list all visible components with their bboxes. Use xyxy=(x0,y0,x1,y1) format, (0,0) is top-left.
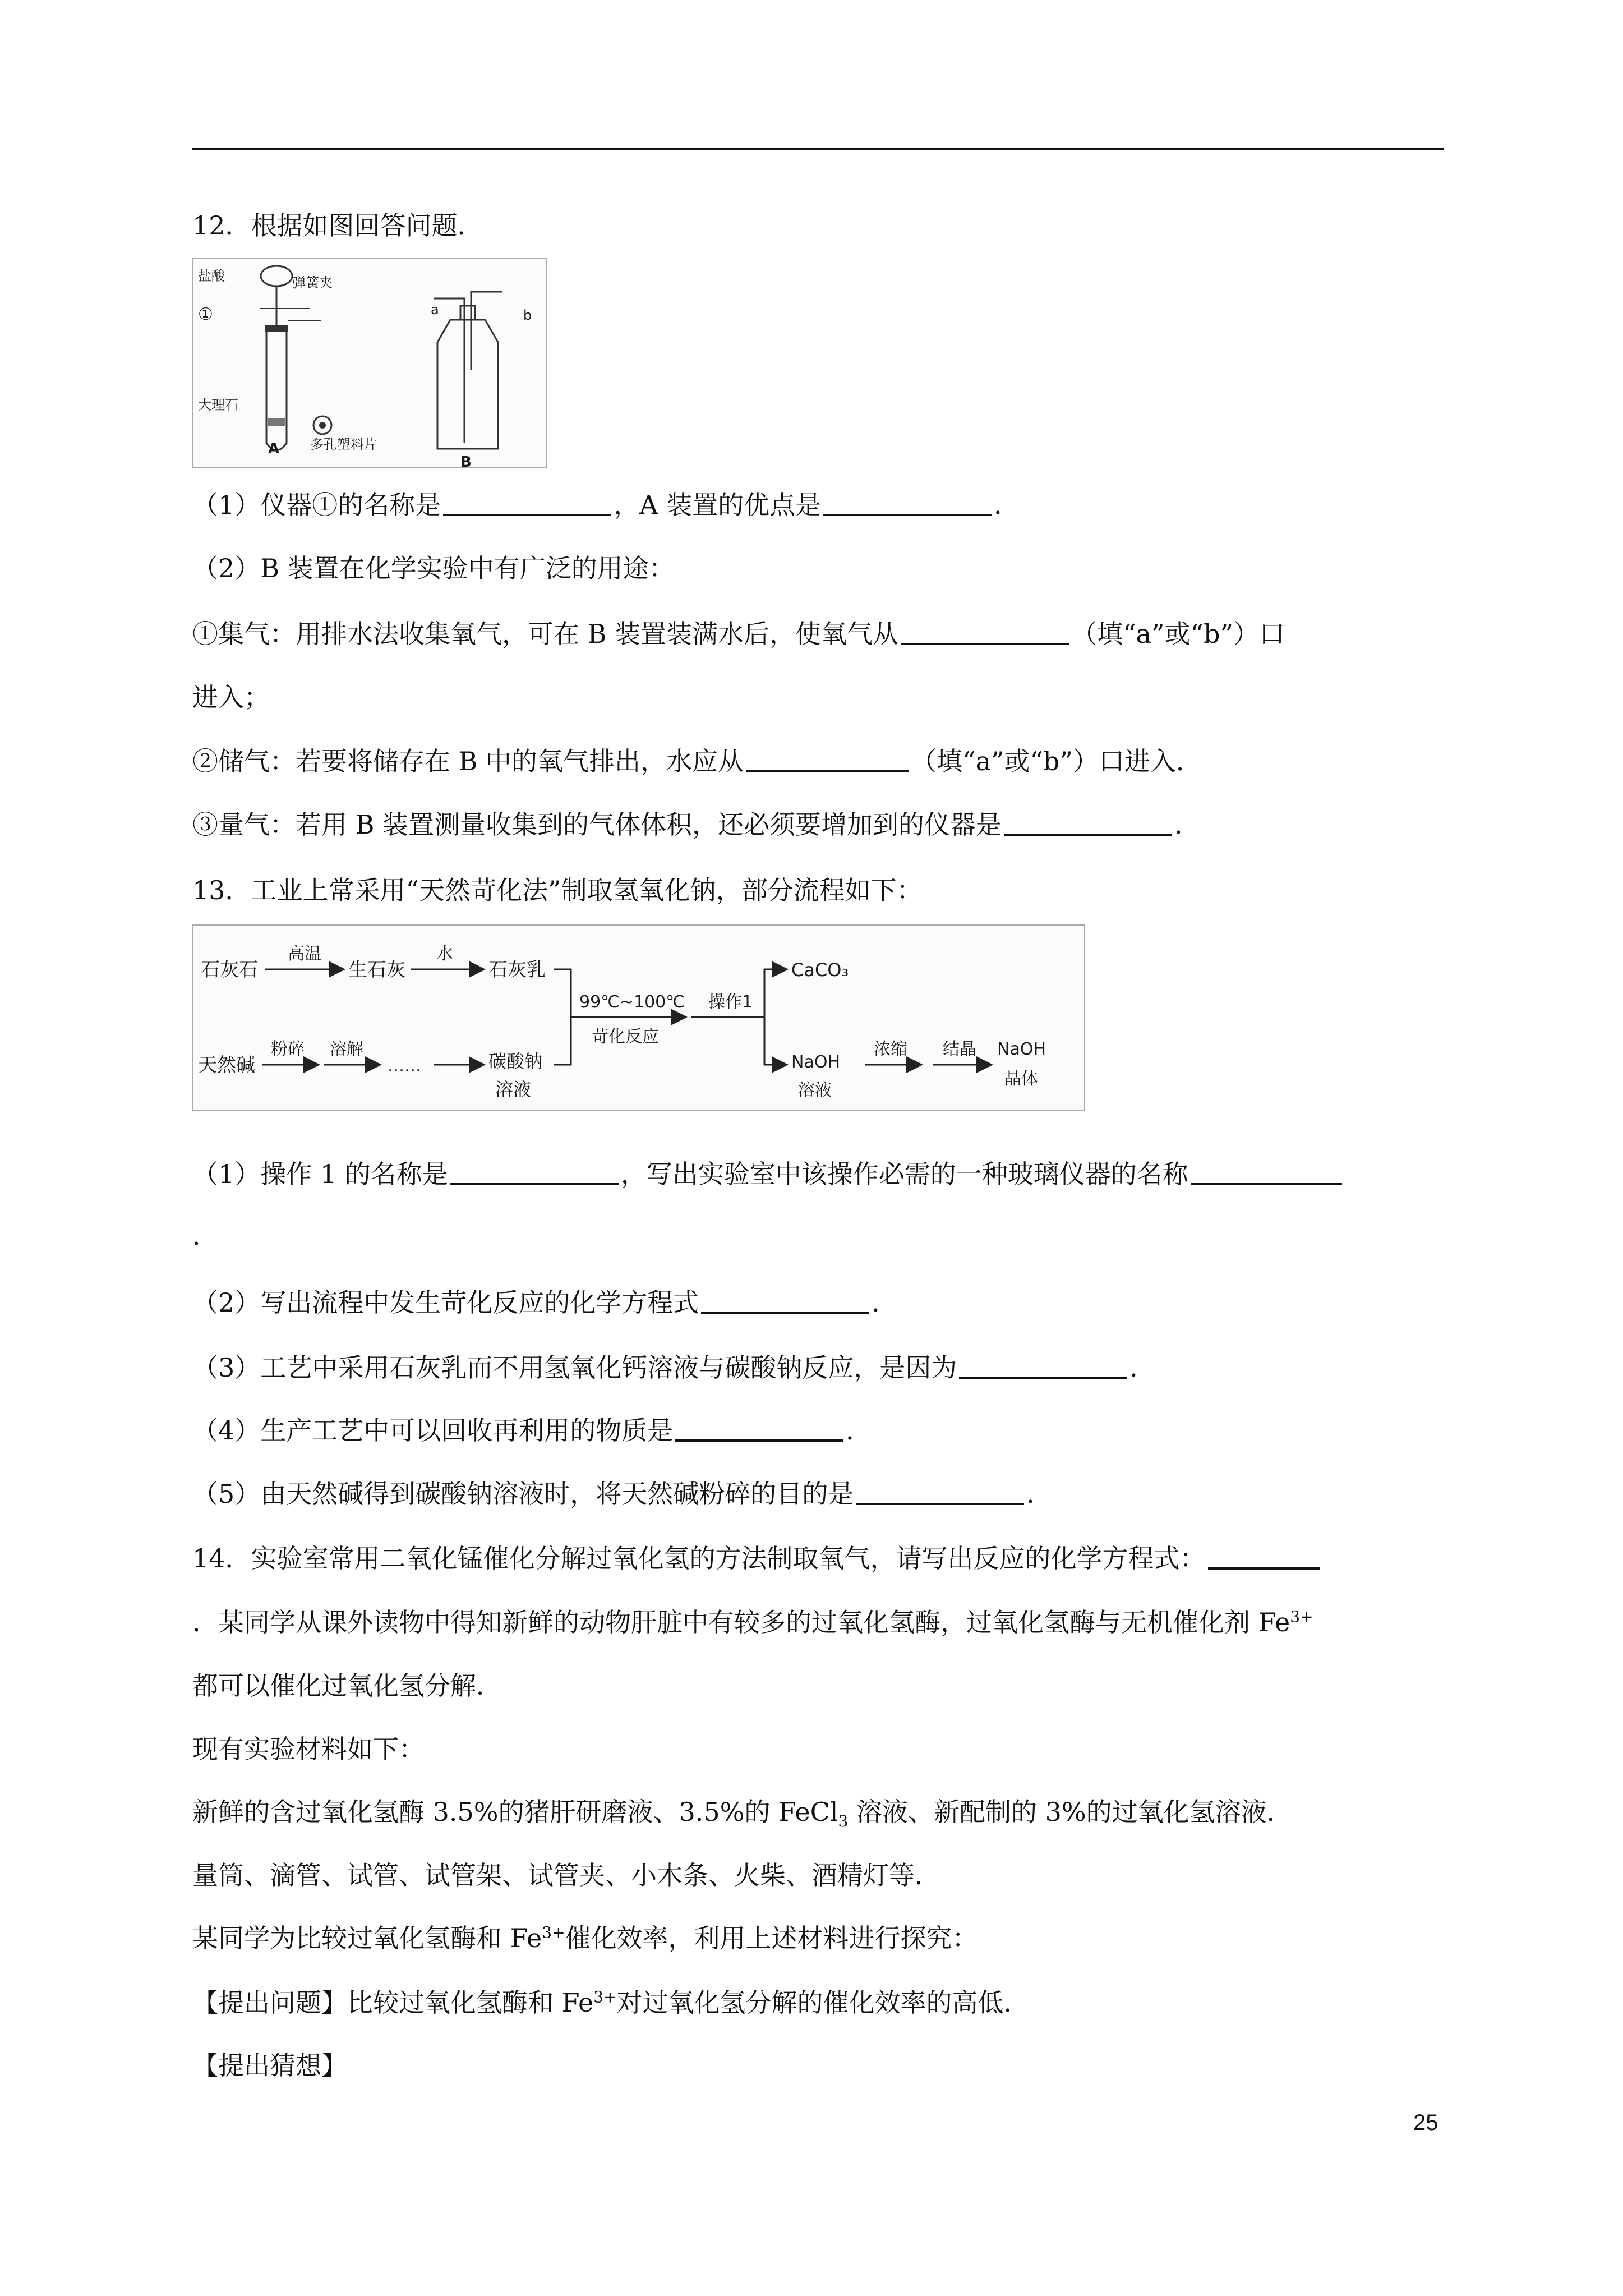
q13-part1: （1）操作 1 的名称是 ，写出实验室中该操作必需的一种玻璃仪器的名称 xyxy=(192,1157,1344,1191)
answer-blank[interactable] xyxy=(823,488,992,516)
label-circle-1: ① xyxy=(198,305,213,324)
flow-caco3: CaCO₃ xyxy=(791,959,849,981)
q12-part2: （2）B 装置在化学实验中有广泛的用途： xyxy=(192,553,675,583)
answer-blank[interactable] xyxy=(1191,1157,1342,1185)
flow-na2co3-solution: 溶液 xyxy=(495,1079,532,1100)
label-hcl: 盐酸 xyxy=(198,268,225,284)
q13-part2: （2）写出流程中发生苛化反应的化学方程式 ． xyxy=(192,1286,897,1319)
label-a: a xyxy=(431,302,439,318)
flow-dissolve: 溶解 xyxy=(330,1039,363,1059)
flow-naoh-solution: 溶液 xyxy=(798,1080,832,1100)
answer-blank[interactable] xyxy=(901,617,1069,645)
answer-blank[interactable] xyxy=(443,488,611,516)
q13-stem: 13．工业上常采用“天然苛化法”制取氢氧化钠，部分流程如下： xyxy=(192,875,923,905)
q14-line6: 量筒、滴管、试管、试管架、试管夹、小木条、火柴、酒精灯等． xyxy=(192,1860,940,1890)
flow-operation1: 操作1 xyxy=(708,992,753,1012)
q14-line1: 14．实验室常用二氧化锰催化分解过氧化氢的方法制取氧气，请写出反应的化学方程式： xyxy=(192,1542,1322,1575)
answer-blank[interactable] xyxy=(1004,808,1172,836)
flow-hightemp: 高温 xyxy=(288,944,321,964)
flow-limemilk: 石灰乳 xyxy=(488,959,546,981)
q12-apparatus-figure xyxy=(192,258,547,468)
flow-crystal: 晶体 xyxy=(1004,1069,1038,1089)
q14-line9: 【提出猜想】 xyxy=(192,2050,347,2081)
flow-natron: 天然碱 xyxy=(198,1054,255,1076)
flow-temperature: 99℃~100℃ xyxy=(579,992,685,1012)
flow-quicklime: 生石灰 xyxy=(348,959,405,981)
answer-blank[interactable] xyxy=(746,744,909,772)
q12-part2-1: ①集气：用排水法收集氧气，可在 B 装置装满水后，使氧气从 （填“a”或“b”）口 xyxy=(192,617,1285,651)
q12-stem: 12．根据如图回答问题． xyxy=(192,210,483,241)
q14-line7: 某同学为比较过氧化氢酶和 $Fe^{3+}$催化效率，利用上述材料进行探究： xyxy=(192,1923,978,1953)
q12-part2-2: ②储气：若要将储存在 B 中的氧气排出，水应从 （填“a”或“b”）口进入． xyxy=(192,744,1202,778)
q14-line8: 【提出问题】比较过氧化氢酶和 $Fe^{3+}$对过氧化氢分解的催化效率的高低． xyxy=(192,1987,1030,2018)
flow-water: 水 xyxy=(436,944,453,964)
answer-blank[interactable] xyxy=(450,1157,619,1185)
flow-concentrate: 浓缩 xyxy=(874,1039,907,1059)
flow-naoh: NaOH xyxy=(791,1052,840,1072)
q13-flowchart-figure xyxy=(192,924,1085,1111)
q13-part3: （3）工艺中采用石灰乳而不用氢氧化钙溶液与碳酸钠反应，是因为 ． xyxy=(192,1351,1155,1384)
flow-naoh-product: NaOH xyxy=(997,1039,1046,1059)
answer-blank[interactable] xyxy=(959,1351,1127,1379)
flow-na2co3: 碳酸钠 xyxy=(488,1051,543,1072)
label-B: B xyxy=(460,454,472,468)
q14-line4: 现有实验材料如下： xyxy=(192,1734,425,1764)
label-clamp: 弹簧夹 xyxy=(292,275,333,291)
page-number: 25 xyxy=(1413,2110,1438,2135)
flow-dots: …… xyxy=(388,1056,421,1076)
label-plate: 多孔塑料片 xyxy=(310,436,377,452)
q14-line2: ．某同学从课外读物中得知新鲜的动物肝脏中有较多的过氧化氢酶，过氧化氢酶与无机催化剂 $Fe^{3+}$ xyxy=(192,1607,1313,1637)
answer-blank[interactable] xyxy=(675,1414,843,1442)
header-rule xyxy=(192,148,1444,150)
answer-blank[interactable] xyxy=(856,1477,1024,1505)
flow-causticizing: 苛化反应 xyxy=(592,1027,659,1047)
flow-crush: 粉碎 xyxy=(271,1039,305,1059)
q14-line5: 新鲜的含过氧化氢酶 3.5%的猪肝研磨液、3.5%的 FeCl$_3$ 溶液、新配制的 3%的过氧化氢溶液． xyxy=(192,1797,1293,1831)
q13-part4: （4）生产工艺中可以回收再利用的物质是 ． xyxy=(192,1414,872,1447)
flow-crystallize: 结晶 xyxy=(943,1039,976,1059)
q12-part1: （1）仪器①的名称是 ，A 装置的优点是 ． xyxy=(192,488,1020,522)
answer-blank[interactable] xyxy=(1208,1542,1320,1570)
q12-part2-1-cont: 进入； xyxy=(192,682,270,712)
flow-limestone: 石灰石 xyxy=(201,959,258,981)
label-A: A xyxy=(268,440,280,457)
label-b: b xyxy=(523,307,532,323)
q13-part5: （5）由天然碱得到碳酸钠溶液时，将天然碱粉碎的目的是 ． xyxy=(192,1477,1052,1511)
q14-line3: 都可以催化过氧化氢分解． xyxy=(192,1671,502,1701)
answer-blank[interactable] xyxy=(701,1286,869,1314)
q12-part2-3: ③量气：若用 B 装置测量收集到的气体体积，还必须要增加到的仪器是 ． xyxy=(192,808,1200,841)
q13-part1-cont: ． xyxy=(192,1221,218,1251)
label-marble: 大理石 xyxy=(198,397,238,413)
